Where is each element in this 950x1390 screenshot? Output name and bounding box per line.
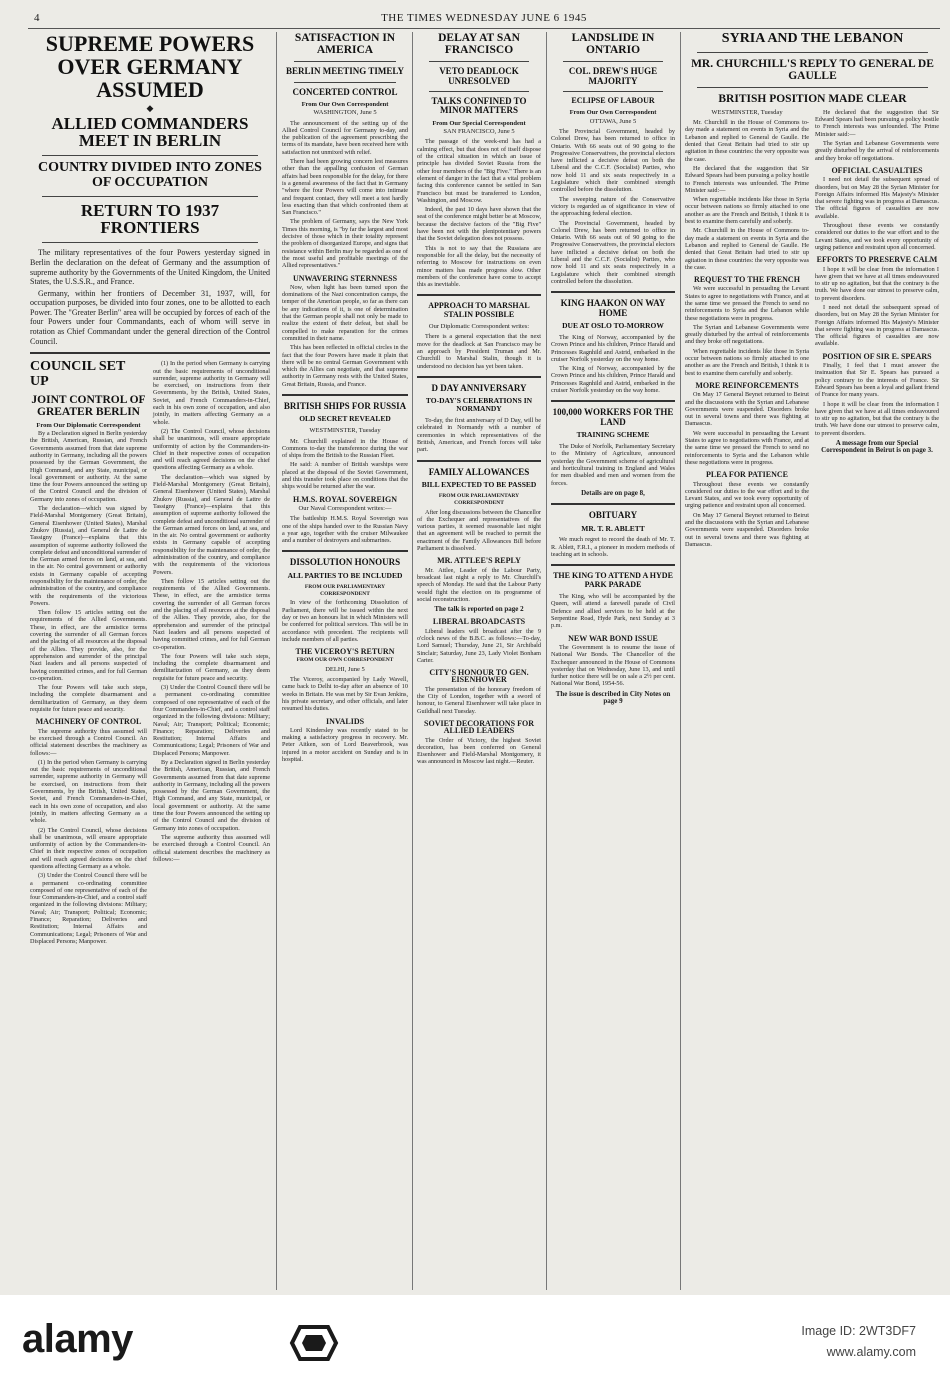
column-2 — [282, 32, 408, 1290]
divider — [551, 291, 675, 293]
byline: Our Diplomatic Correspondent writes: — [428, 323, 530, 331]
headline-training: TRAINING SCHEME — [576, 430, 650, 440]
lead-paragraph: Germany, within her frontiers of December 31, 1937, will, for occupation purposes, be divided into four zones, one to be allotted to each Power. The "Greater Berlin" area will be occupied by forces of each of the four Powers under four Commandants, each of whom will serve in rotation as Chief Commandant under the general direction of the Control Council. — [30, 288, 270, 346]
article-paragraph: The problem of Germany, says the New York Times this morning, is "by far the largest and most decisive of those which in their totality represent the problem of disorganized Europe, and signs that resistance within Berlin may be regarded as one of the most useful and profitable meetings of the Allied representatives." — [282, 218, 408, 270]
subhead-sternness: UNWAVERING STERNNESS — [292, 273, 398, 283]
subhead-preserve-calm: EFFORTS TO PRESERVE CALM — [816, 255, 938, 265]
article-paragraph: The King, who will be accompanied by the Queen, will attend a farewell parade of Civil Defence and allied services to be held at the Serpentine Road, Hyde Park, next Sunday at 3 p.m. — [551, 593, 675, 630]
article-paragraph: The Order of Victory, the highest Soviet decoration, has been conferred on General Eisenhower and Field-Marshal Montgomery, it was announced in Moscow last night.—Reuter. — [417, 736, 541, 766]
headline-greater-berlin: JOINT CONTROL OF GREATER BERLIN — [31, 393, 146, 418]
headline-approach-stalin: APPROACH TO MARSHAL STALIN POSSIBLE — [428, 301, 530, 319]
headline-obituary: OBITUARY — [588, 510, 638, 521]
headline-san-francisco: DELAY AT SAN FRANCISCO — [438, 32, 520, 57]
article-paragraph: (1) In the period when Germany is carrying out the basic requirements of unconditional surrender, supreme authority in Germany will be exercised, on instructions from their Governments, by the British, United States, Soviet, and French Commanders-in-Chief, each in his own zone of occupation, and also jointly, in matters affecting Germany as a whole. — [30, 758, 147, 825]
article-paragraph: By a Declaration signed in Berlin yesterday the British, American, Russian, and French Governments assumed from that date supreme authority in Germany, including all the powers possessed by the German Government, the High Command, and any State, municipal, or local government or authority. At the same time the four Powers announced the setting up of the Control Council and the division of Germany into zones of occupation. — [153, 759, 270, 832]
column-5 — [685, 32, 940, 1290]
dateline: WESTMINSTER, Tuesday — [711, 108, 783, 116]
article-paragraph: The sweeping nature of the Conservative victory is regarded as of significance in view of the approaching federal election. — [551, 195, 675, 218]
headline-workers-land: 100,000 WORKERS FOR THE LAND — [552, 407, 674, 427]
column-rule — [412, 32, 413, 1290]
headline-dissolution-honours: DISSOLUTION HONOURS — [289, 557, 401, 568]
byline: From Our Own Correspondent — [301, 101, 389, 108]
article-paragraph: The Government is to resume the issue of National War Bonds. The Chancellor of the Exchequer announced in the House of Commons yesterday that on Wednesday, June 13, and until further notice there will be on sale a 2½ per cent. National War Bond, 1954-56. — [551, 643, 675, 688]
article-paragraph: There is a general expectation that the next move for the deadlock at San Francisco may be an approach by President Truman and Mr. Churchill to Marshal Stalin, though it is understood no decision has yet been taken. — [417, 333, 541, 370]
headline-concerted-control: CONCERTED CONTROL — [292, 86, 398, 97]
article-paragraph: By a Declaration signed in Berlin yesterday the British, American, Russian, and French Governments assumed from that date supreme authority in Germany, including all the powers possessed by the German Government, the High Command, and any State, municipal, or local government or authority. At the same time the four Powers announced the setting up of the Control Council and the division of Germany into zones of occupation. — [30, 430, 147, 503]
article-paragraph: There had been growing concern lest measures other than the appalling confusion of German affairs had been responsible for the delay, for there is a general awareness of the fact that in Germany "where the four Powers will come into intimate and frequent contact, they will meet a test hardly less exacting than that which confronted them at San Francisco." — [282, 158, 408, 217]
headline-zones: COUNTRY DIVIDED INTO ZONES OF OCCUPATION — [38, 160, 262, 190]
masthead-title: THE TIMES WEDNESDAY JUNE 6 1945 — [381, 12, 587, 24]
headline-ablett: MR. T. R. ABLETT — [581, 523, 645, 533]
divider — [697, 52, 928, 53]
byline: From Our Special Correspondent — [432, 119, 526, 127]
dateline: WESTMINSTER, Tuesday — [309, 427, 381, 435]
subhead-royal-sovereign: H.M.S. ROYAL SOVEREIGN — [293, 494, 397, 504]
continuation-note: The talk is reported on page 2 — [434, 605, 524, 614]
article-paragraph: When regrettable incidents like those in Syria occur between nations so firmly attached to one another as are the French and British, I think it is best to examine them carefully and soberly. — [685, 196, 809, 226]
dateline: OTTAWA, June 5 — [589, 117, 637, 125]
article-paragraph: The passage of the week-end has had a calming effect, but that does not of itself dispose of the critical situation in which an issue of principle has divided Soviet Russia from the other four members of the "Big Five." There is an element of danger in the fact that a vital problem facing this conference cannot be settled in San Francisco but must be transferred to London, Washington, and Moscow. — [417, 138, 541, 204]
headline-british-position: BRITISH POSITION MADE CLEAR — [718, 92, 907, 105]
article-paragraph: The announcement of the setting up of the Allied Control Council for Germany to-day, and the publication of the agreement prescribing the terms of its mandate, have been received here with satisfaction not unmixed with relief. — [282, 119, 408, 156]
article-paragraph: (2) The Control Council, whose decisions shall be unanimous, will ensure appropriate uniformity of action by the Commanders-in-Chief in their respective zones of occupation and will reach agreed decisions on the chief questions affecting Germany as a whole. — [30, 826, 147, 870]
divider — [282, 550, 408, 552]
byline: From Our Own Correspondent — [569, 109, 657, 117]
byline: Our Naval Correspondent writes:— — [298, 504, 392, 512]
article-paragraph: After long discussions between the Chancellor of the Exchequer and representatives of the various parties, it seemed reasonable last night that an agreement will be reached to permit the enactment of the Family Allowances Bill before Parliament is dissolved. — [417, 508, 541, 553]
byline: FROM OUR OWN CORRESPONDENT — [296, 657, 394, 664]
headline-family-allowances: FAMILY ALLOWANCES — [428, 466, 530, 477]
headline-king-haakon: KING HAAKON ON WAY HOME — [560, 298, 666, 318]
article-paragraph: We much regret to record the death of Mr. T. R. Ablett, F.R.I., a pioneer in modern methods of teaching art in schools. — [551, 536, 675, 559]
divider — [417, 294, 541, 296]
byline: FROM OUR PARLIAMENTARY CORRESPONDENT — [304, 583, 386, 598]
article-paragraph: The Provincial Government, headed by Colonel Drew, has been returned to office in Ontario. With 66 seats out of 90 going to the Progressive Conservatives, the provincial electors have inflicted a decisive defeat on both the Liberal and the C.C.F. (Socialist) Parties, who now hold 11 and six seats respectively in a Legislature which their combined strength controlled before the dissolution. — [551, 127, 675, 194]
headline-eclipse-labour: ECLIPSE OF LABOUR — [571, 96, 655, 105]
article-paragraph: The four Powers will take such steps, including the complete disarmament and demilitarization of Germany, as they deem requisite for future peace and security. — [153, 652, 270, 682]
divider — [551, 400, 675, 402]
dateline: DELHI, June 5 — [325, 665, 365, 673]
article-paragraph: (2) The Control Council, whose decisions shall be unanimous, will ensure appropriate uniformity of action by the Commanders-in-Chief in their respective zones of occupation and will reach agreed decisions on the chief questions affecting Germany as a whole. — [153, 427, 270, 472]
article-paragraph: In view of the forthcoming Dissolution of Parliament, there will be issued within the next day or two an honours list in which Ministers will be conferred for political services. This will be in accordance with precedent. The recipients will include members of all parties. — [282, 599, 408, 643]
article-paragraph: Mr. Churchill in the House of Commons to-day made a statement on events in Syria and the Lebanon and replied to General de Gaulle. He denied that Great Britain had tried to stir up agitation in these countries: the very opposite was the case. — [685, 227, 809, 271]
headline-old-secret: OLD SECRET REVEALED — [299, 414, 391, 424]
divider — [30, 352, 270, 354]
divider — [42, 242, 258, 243]
column-rule — [276, 32, 277, 1290]
article-paragraph: Mr. Churchill in the House of Commons to-day made a statement on events in Syria and the Lebanon and replied to General de Gaulle. He denied that Great Britain had tried to stir up agitation in these countries: the very opposite was the case. — [685, 119, 809, 163]
brand-logo-icon — [286, 1319, 342, 1367]
divider — [563, 91, 663, 92]
divider — [429, 91, 529, 92]
article-paragraph: The declaration—which was signed by Field-Marshal Montgomery (Great Britain), General Eisenhower (United States), Marshal Zhukov (Russia), and General de Lattre de Tassigny (France)—explains that this assumption of supreme authority followed the complete defeat and unconditional surrender of the German armed forces on land, at sea, and in the air. No central government or authority exists in Germany capable of accepting responsibility for the maintenance of order, the administration of the country, and compliance with the requirements of the victorious Powers. — [30, 505, 148, 607]
divider — [551, 564, 675, 566]
headline-talks-confined: TALKS CONFINED TO MINOR MATTERS — [431, 96, 527, 116]
article-paragraph: We were successful in persuading the Levant States to agree to negotiations with France, and at the same time we pressed the French to send no reinforcements to Syria and the Lebanon while these negotiations were in progress. — [685, 285, 809, 322]
divider — [697, 87, 928, 88]
watermark-footer — [0, 1295, 950, 1390]
article-paragraph: Lord Kindersley was recently stated to be making a satisfactory progress in recovery. Mr. Peter Aitken, son of Lord Beaverbrook, was injured in a motor accident on Sunday and is in hospital. — [282, 726, 408, 763]
headline-drew-majority: COL. DREW'S HUGE MAJORITY — [568, 66, 658, 86]
article-paragraph: The four Powers will take such steps, including the complete disarmament and demilitarization of Germany, as they deem requisite for future peace and security. — [30, 684, 147, 714]
article-paragraph: I hope it will be clear from the information I have given that we have at all times endeavoured to stir up no agitation, but that the contrary is the truth. We have done our utmost to preserve calm, to prevent disorders. — [815, 400, 939, 437]
subhead-casualties: OFFICIAL CASUALTIES — [831, 165, 923, 175]
divider — [42, 196, 258, 197]
subhead-viceroy: THE VICEROY'S RETURN — [295, 647, 395, 657]
subhead-request-french: REQUEST TO THE FRENCH — [694, 275, 800, 285]
headline-d-day: D DAY ANNIVERSARY — [431, 382, 527, 393]
diamond-ornament: ◆ — [146, 103, 154, 114]
article-paragraph: To-day, the first anniversary of D Day, will be celebrated in Normandy with a number of ceremonies in which representatives of the British, American, and French forces will take part. — [417, 417, 541, 454]
divider — [294, 61, 396, 62]
divider — [417, 460, 541, 462]
headline-allied-commanders: ALLIED COMMANDERS MEET IN BERLIN — [51, 113, 249, 151]
headline-1937-frontiers: RETURN TO 1937 FRONTIERS — [80, 200, 220, 238]
article-paragraph: The supreme authority thus assumed will be exercised through a Control Council. An official statement describes the machinery as follows:— — [30, 727, 147, 757]
headline-syria-lebanon: SYRIA AND THE LEBANON — [721, 32, 904, 46]
headline-churchill-reply: MR. CHURCHILL'S REPLY TO GENERAL DE GAULLE — [691, 57, 934, 82]
dateline: SAN FRANCISCO, June 5 — [443, 128, 515, 136]
subhead-soviet-decorations: SOVIET DECORATIONS FOR ALLIED LEADERS — [424, 718, 534, 736]
article-paragraph: (3) Under the Control Council there will be a permanent co-ordinating committee composed of one representative of each of the four Commanders-in-Chief, and a control staff organized in the following divisions: Military; Naval; Air; Transport; Political; Economic; Finance; Reparation; Deliveries and Restitution; Internal Affairs and Communications; Legal; Prisoners of War and Displaced Persons; Manpower. — [153, 684, 270, 757]
column-3 — [417, 32, 541, 1290]
page-number: 4 — [34, 12, 40, 24]
article-paragraph: The supreme authority thus assumed will be exercised through a Control Council. An official statement describes the machinery as follows:— — [153, 833, 270, 863]
article-paragraph: Finally, I feel that I must answer the insinuation that Sir E. Spears has pursued a policy contrary to the interests of France. Sir Edward Spears has been a loyal and gallant friend of France for many years. — [815, 362, 939, 399]
article-paragraph: Then follow 15 articles setting out the requirements of the Allied Governments. These, in effect, are the armistice terms covering the surrender of all German forces and the placing of all resources at the disposal of the Allies. They provide, also, for the apprehension and surrender of the principal Nazi leaders and all persons suspected of having committed crimes, and for full German co-operation. — [153, 577, 270, 651]
article-paragraph: The Duke of Norfolk, Parliamentary Secretary to the Ministry of Agriculture, announced yesterday the Government scheme of agricultural and horticultural training in England and Wales for men disabled and men and women from the forces. — [551, 443, 675, 487]
headline-council-set-up: COUNCIL SET UP — [30, 359, 126, 389]
article-paragraph: Throughout these events we constantly considered our duties to the war effort and to the Levant States, and we took every opportunity of urging patience and restraint upon all concerned. — [815, 222, 939, 251]
article-paragraph: The battleship H.M.S. Royal Sovereign was one of the ships handed over to the Russian Navy a year ago, together with the cruiser Milwaukee and a number of destroyers and submarines. — [282, 515, 408, 545]
site-url: www.alamy.com — [826, 1345, 916, 1359]
headline-supreme-powers: SUPREME POWERS OVER GERMANY ASSUMED — [45, 32, 255, 103]
article-paragraph: (1) In the period when Germany is carrying out the basic requirements of unconditional surrender, supreme authority in Germany will be exercised, on instructions from their Governments, by the British, United States, Soviet, and French Commanders-in-Chief, each in his own zone of occupation, and also jointly, in matters affecting Germany as a whole. — [153, 360, 270, 426]
subhead-reinforcements: MORE REINFORCEMENTS — [695, 380, 799, 390]
article-paragraph: I hope it will be clear from the information I have given that we have at all times endeavoured to stir up no agitation, but that the contrary is the truth. We have done our utmost to preserve calm, to prevent disorders. — [815, 265, 939, 302]
article-paragraph: Then follow 15 articles setting out the requirements of the Allied Governments. These, in effect, are the armistice terms covering the surrender of all German forces and the placing of all resources at the disposal of the Allies. They provide, also, for the apprehension and surrender of the principal Nazi leaders and all persons suspected of having committed crimes, and for full German co-operation. — [30, 609, 147, 682]
divider — [282, 394, 408, 396]
divider — [294, 82, 396, 83]
article-paragraph: I need not detail the subsequent spread of disorders, but on May 28 the Syrian Minister for Foreign Affairs informed His Majesty's Minister that severe fighting was in progress at Damascus. The official figures of casualties are now available. — [815, 304, 939, 348]
headline-normandy: TO-DAY'S CELEBRATIONS IN NORMANDY — [425, 396, 533, 414]
article-paragraph: Now, when light has been turned upon the dominations of the Nazi concentration camps, the temper of the American people, so far as there can be any indications of it, is one of determination that the German people shall not only be made to realize the extent of their defeat, but shall be compelled to make reparation for the crimes committed in their name. — [282, 283, 408, 342]
article-paragraph: We were successful in persuading the Levant States to agree to negotiations with France, and at the same time we pressed the French to send no reinforcements to Syria and the Lebanon while these negotiations were in progress. — [685, 429, 809, 466]
headline-berlin-meeting: BERLIN MEETING TIMELY — [285, 66, 405, 77]
continuation-note: A message from our Special Correspondent in Beirut is on page 3. — [821, 439, 933, 455]
dateline: WASHINGTON, June 5 — [313, 109, 377, 117]
article-paragraph: On May 17 General Beynet returned to Beirut and the discussions with the Syrian and Lebanese Governments were suspended. Disorders broke out in several towns and there was fighting at Damascus. — [685, 511, 809, 548]
article-paragraph: Liberal leaders will broadcast after the 9 o'clock news of the B.B.C. as follows:—To-day, Lord Samuel; Thursday, June 21, Sir Archibald Sinclair; Saturday, June 23, Lady Violet Bonham Carter. — [417, 627, 541, 664]
subhead-war-bond: NEW WAR BOND ISSUE — [568, 633, 658, 643]
article-paragraph: He said: A number of British warships were placed at the disposal of the Soviet Government, and this transfer took place on conditions that the ships would be returned after the war. — [282, 461, 408, 491]
divider — [429, 61, 529, 62]
article-paragraph: The Provincial Government, headed by Colonel Drew, has been returned to office in Ontario. With 66 seats out of 90 going to the Progressive Conservatives, the provincial electors have inflicted a decisive defeat on both the Liberal and the C.C.F. (Socialist) Parties, who now hold 11 and six seats respectively in a Legislature which their combined strength controlled before the dissolution. — [551, 219, 675, 285]
article-paragraph: The Syrian and Lebanese Governments were greatly disturbed by the arrival of reinforcements and they broke off negotiations. — [685, 323, 809, 346]
article-paragraph: The Viceroy, accompanied by Lady Wavell, came back to Delhi to-day after an absence of 10 weeks in Britain. He was met by Sir Evan Jenkins, his private secretary, and other officials, and later resumed his duties. — [282, 676, 408, 713]
subhead-eisenhower: CITY'S HONOUR TO GEN. EISENHOWER — [429, 668, 529, 685]
headline-satisfaction-america: SATISFACTION IN AMERICA — [294, 32, 396, 57]
headline-hyde-park: THE KING TO ATTEND A HYDE PARK PARADE — [553, 571, 673, 589]
column-rule — [546, 32, 547, 1290]
column-1 — [30, 32, 270, 1290]
headline-british-ships: BRITISH SHIPS FOR RUSSIA — [283, 400, 407, 411]
article-paragraph: Indeed, the past 10 days have shown that the seat of the conference might better be at Moscow, because the decisive factors of the "Big Five" have been not with the plenipotentiary powers that the Soviet delegation does not possess. — [417, 206, 541, 243]
column-rule — [680, 32, 681, 1290]
article-paragraph: He declared that the suggestion that Sir Edward Spears had been pursuing a policy hostile to French interests was unfounded. The Prime Minister said:— — [815, 108, 939, 138]
continuation-note: The issue is described in City Notes on page 9 — [555, 689, 671, 706]
subhead-invalids: INVALIDS — [325, 716, 365, 726]
headline-ontario: LANDSLIDE IN ONTARIO — [571, 32, 655, 57]
subhead-patience: PLEA FOR PATIENCE — [706, 470, 788, 480]
headline-all-parties: ALL PARTIES TO BE INCLUDED — [287, 570, 403, 580]
article-paragraph: The King of Norway, accompanied by the Crown Prince and his children, Prince Harald and Princesses Ragnhild and Astrid, embarked in the cruiser Norfolk yesterday on the way home. — [551, 333, 675, 363]
masthead — [28, 10, 940, 29]
headline-veto-deadlock: VETO DEADLOCK UNRESOLVED — [439, 66, 519, 86]
image-meta — [801, 1321, 916, 1363]
article-paragraph: On May 17 General Beynet returned to Beirut and the discussions with the Syrian and Lebanese Governments were suspended. Disorders broke out in several towns and there was fighting at Damascus. — [685, 391, 809, 428]
continuation-note: Details are on page 8, — [581, 488, 645, 497]
image-id: Image ID: 2WT3DF7 — [801, 1324, 916, 1338]
article-paragraph: The Syrian and Lebanese Governments were greatly disturbed by the arrival of reinforcements and they broke off negotiations. — [815, 140, 939, 162]
headline-oslo: DUE AT OSLO TO-MORROW — [562, 321, 664, 331]
divider — [417, 376, 541, 378]
article-paragraph: I need not detail the subsequent spread of disorders, but on May 28 the Syrian Minister for Foreign Affairs informed His Majesty's Minister that severe fighting was in progress at Damascus. The official figures of casualties are now available. — [815, 176, 939, 220]
article-paragraph: The King of Norway, accompanied by the Crown Prince and his children, Prince Harald and Princesses Ragnhild and Astrid, embarked in the cruiser Norfolk yesterday on the way home. — [551, 365, 675, 395]
article-paragraph: The declaration—which was signed by Field-Marshal Montgomery (Great Britain), General Eisenhower (United States), Marshal Zhukov (Russia), and General de Lattre de Tassigny (France)—explains that this assumption of supreme authority followed the complete defeat and unconditional surrender of the German armed forces on land, at sea, and in the air. No central government or authority exists in Germany capable of accepting responsibility for the maintenance of order, the administration of the country, and compliance with the requirements of the victorious Powers. — [153, 473, 270, 576]
byline: From Our Diplomatic Correspondent — [36, 421, 141, 429]
article-paragraph: Throughout these events we constantly considered our duties to the war effort and to the Levant States, and we took every opportunity of urging patience and restraint upon all concerned. — [685, 480, 809, 510]
subhead-liberal: LIBERAL BROADCASTS — [432, 617, 526, 627]
subhead-machinery: MACHINERY OF CONTROL — [35, 717, 142, 727]
article-paragraph: Mr. Attlee, Leader of the Labour Party, broadcast last night a reply to Mr. Churchill's speech of Monday. He said that the Labour Party would fight the election on its programme of social reconstruction. — [417, 566, 541, 603]
byline: FROM OUR PARLIAMENTARY CORRESPONDENT — [438, 492, 520, 507]
article-paragraph: This has been reflected in official circles in the fact that the four Powers have made it plain that there will be no central German Government with which the Allies can negotiate, and that supreme authority in Germany rests with the United States, Great Britain, Russia, and France. — [282, 344, 408, 388]
column-4 — [551, 32, 675, 1290]
subhead-attlee: MR. ATTLEE'S REPLY — [437, 556, 521, 566]
divider — [42, 155, 258, 156]
headline-bill-passed: BILL EXPECTED TO BE PASSED — [421, 480, 537, 490]
article-paragraph: This is not to say that the Russians are responsible for all the delay, but the necessity of referring to Moscow for instructions on even minor matters has made progress slow. Other members of the conference have come to accept this as inevitable. — [417, 244, 541, 289]
divider — [563, 61, 663, 62]
article-paragraph: The presentation of the honorary freedom of the City of London, together with a sword of honour, to General Eisenhower will take place in Guildhall next Tuesday. — [417, 685, 541, 715]
article-paragraph: When regrettable incidents like those in Syria occur between nations so firmly attached to one another as are the French and British, I think it is best to examine them carefully and soberly. — [685, 347, 809, 377]
brand-logo: alamy — [22, 1317, 133, 1361]
subhead-spears: POSITION OF SIR E. SPEARS — [822, 351, 932, 361]
article-paragraph: Mr. Churchill explained in the House of Commons to-day the transference during the war of ships from the British to the Russian Fleet. — [282, 437, 408, 460]
article-paragraph: (3) Under the Control Council there will be a permanent co-ordinating committee composed of one representative of each of the four Commanders-in-Chief, and a control staff organized in the following divisions: Military; Naval; Air; Transport; Political; Economic; Finance; Reparation; Deliveries and Restitution; Internal Affairs and Communications; Legal; Prisoners of War and Displaced Persons; Manpower. — [30, 872, 147, 945]
divider — [551, 503, 675, 505]
lead-paragraph: The military representatives of the four Powers yesterday signed in Berlin the declaration on the defeat of Germany and the assumption of supreme authority by the Governments of the United Kingdom, the United States, the U.S.S.R., and France. — [30, 248, 270, 287]
article-paragraph: He declared that the suggestion that Sir Edward Spears had been pursuing a policy hostile to French interests was unfounded. The Prime Minister said:— — [685, 164, 809, 194]
